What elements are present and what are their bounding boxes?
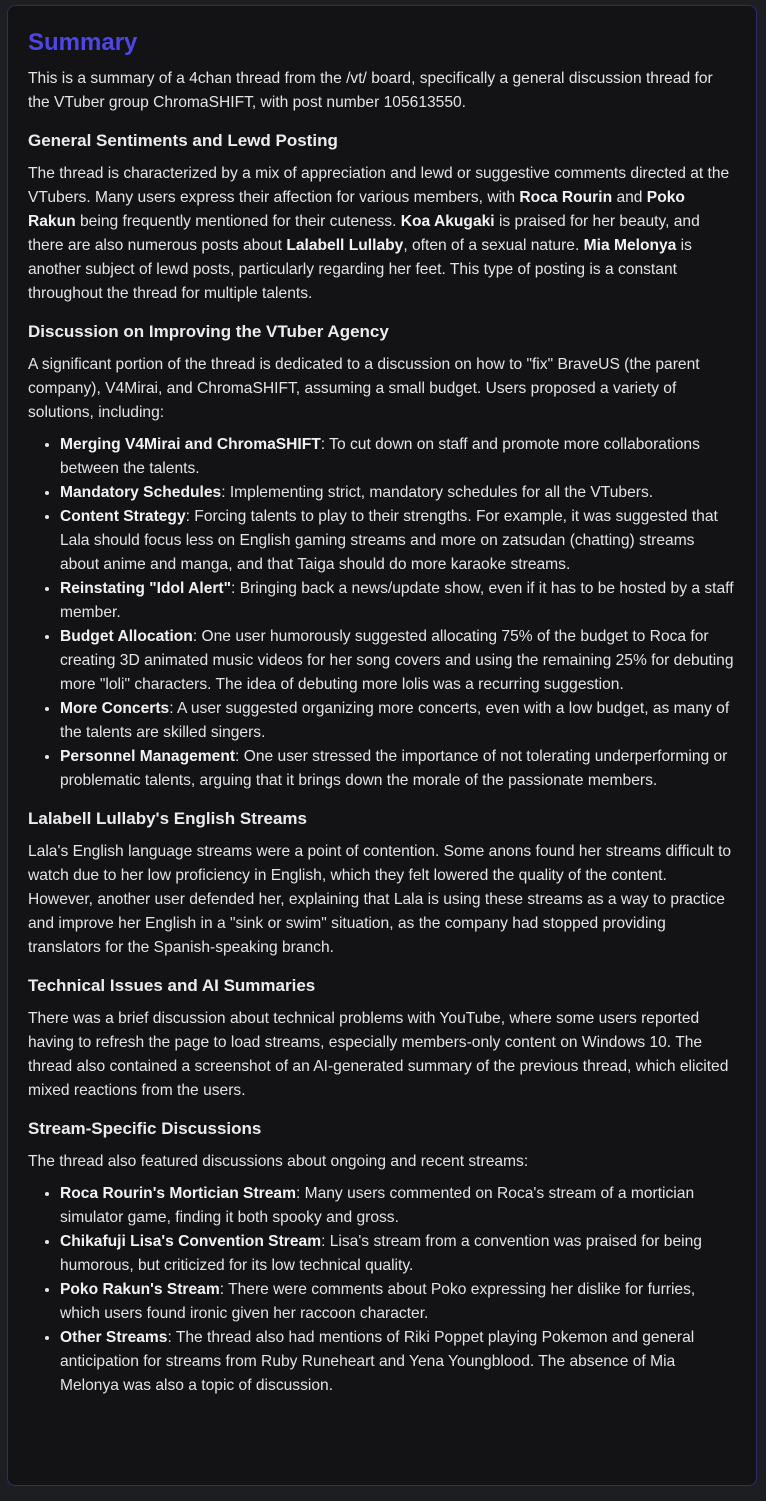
list-item xyxy=(60,697,736,745)
section-heading: Discussion on Improving the VTuber Agency xyxy=(28,322,389,341)
item-text: : One user stressed the importance of not tolerating underperforming or problematic talents, arguing that it brings down the morale of the passionate members. xyxy=(60,748,728,789)
section-paragraph xyxy=(28,1150,736,1174)
text-run: is praised for her beauty, and there are also numerous posts about xyxy=(28,213,700,254)
item-label: Budget Allocation xyxy=(60,628,193,645)
item-text: : Forcing talents to play to their strengths. For example, it was suggested that Lala should focus less on English gaming streams and more on zatsudan (chatting) streams about anime and manga, and that Taiga should do more karaoke streams. xyxy=(60,508,718,573)
text-run: This is a summary of a 4chan thread from the /vt/ board, specifically a general discussion thread for the VTuber group ChromaSHIFT, with post number 105613550. xyxy=(28,70,713,111)
section-paragraph xyxy=(28,1007,736,1103)
item-label: Reinstating "Idol Alert" xyxy=(60,580,232,597)
bullet-list xyxy=(28,1182,736,1398)
item-text: : The thread also had mentions of Riki Poppet playing Pokemon and general anticipation for streams from Ruby Runeheart and Yena Youngblood. The absence of Mia Melonya was also a topic of discussion. xyxy=(60,1329,695,1394)
text-run: A significant portion of the thread is dedicated to a discussion on how to "fix" BraveUS (the parent company), V4Mirai, and ChromaSHIFT, assuming a small budget. Users proposed a variety of solutions, including: xyxy=(28,356,700,421)
text-run: and xyxy=(612,189,647,206)
text-run: The thread also featured discussions about ongoing and recent streams: xyxy=(28,1153,529,1170)
section-heading: Lalabell Lullaby's English Streams xyxy=(28,809,307,828)
item-label: More Concerts xyxy=(60,700,170,717)
section-paragraph xyxy=(28,162,736,306)
bold-name: Mia Melonya xyxy=(583,237,677,254)
section-paragraph xyxy=(28,840,736,960)
item-text: : A user suggested organizing more concerts, even with a low budget, as many of the talents are skilled singers. xyxy=(60,700,730,741)
item-label: Personnel Management xyxy=(60,748,236,765)
bold-name: Roca Rourin xyxy=(519,189,613,206)
item-text: : Many users commented on Roca's stream of a mortician simulator game, finding it both spooky and gross. xyxy=(60,1185,695,1226)
bullet-list xyxy=(28,433,736,793)
bold-name: Lalabell Lullaby xyxy=(286,237,404,254)
list-item xyxy=(60,1182,736,1230)
section-heading: Technical Issues and AI Summaries xyxy=(28,976,316,995)
text-run: , often of a sexual nature. xyxy=(403,237,584,254)
item-text: : One user humorously suggested allocating 75% of the budget to Roca for creating 3D animated music videos for her song covers and using the remaining 25% for debuting more "loli" characters. The idea of debuting more lolis was a recurring suggestion. xyxy=(60,628,734,693)
list-item xyxy=(60,1326,736,1398)
text-run: is another subject of lewd posts, particularly regarding her feet. This type of posting is a constant throughout the thread for multiple talents. xyxy=(28,237,692,302)
item-text: : Implementing strict, mandatory schedules for all the VTubers. xyxy=(221,484,654,501)
item-label: Chikafuji Lisa's Convention Stream xyxy=(60,1233,322,1250)
section-heading: General Sentiments and Lewd Posting xyxy=(28,131,338,150)
item-text: : Bringing back a news/update show, even if it has to be hosted by a staff member. xyxy=(60,580,734,621)
item-label: Poko Rakun's Stream xyxy=(60,1281,220,1298)
item-label: Roca Rourin's Mortician Stream xyxy=(60,1185,296,1202)
text-run: Lala's English language streams were a point of contention. Some anons found her streams difficult to watch due to her low proficiency in English, which they felt lowered the quality of the content. However, another user defended her, explaining that Lala is using these streams as a way to practice and improve her English in a "sink or swim" situation, as the company had stopped providing translators for the Spanish-speaking branch. xyxy=(28,843,732,956)
section-paragraph xyxy=(28,353,736,425)
list-item xyxy=(60,481,736,505)
list-item xyxy=(60,1230,736,1278)
item-label: Merging V4Mirai and ChromaSHIFT xyxy=(60,436,321,453)
list-item xyxy=(60,577,736,625)
text-run: There was a brief discussion about technical problems with YouTube, where some users reported having to refresh the page to load streams, especially members-only content on Windows 10. The thread also contained a screenshot of an AI-generated summary of the previous thread, which elicited mixed reactions from the users. xyxy=(28,1010,729,1099)
list-item xyxy=(60,1278,736,1326)
bold-name: Poko Rakun xyxy=(28,189,685,230)
list-item xyxy=(60,433,736,481)
list-item xyxy=(60,625,736,697)
item-label: Mandatory Schedules xyxy=(60,484,222,501)
page-title: Summary xyxy=(28,29,138,56)
item-text: : There were comments about Poko expressing her dislike for furries, which users found ironic given her raccoon character. xyxy=(60,1281,696,1322)
intro-paragraph xyxy=(28,67,736,115)
summary-card xyxy=(7,5,757,1486)
sections xyxy=(28,129,736,1398)
text-run: being frequently mentioned for their cuteness. xyxy=(75,213,401,230)
section-heading: Stream-Specific Discussions xyxy=(28,1119,262,1138)
text-run: The thread is characterized by a mix of appreciation and lewd or suggestive comments directed at the VTubers. Many users express their affection for various members, with xyxy=(28,165,730,206)
list-item xyxy=(60,505,736,577)
bold-name: Koa Akugaki xyxy=(400,213,495,230)
item-text: : Lisa's stream from a convention was praised for being humorous, but criticized for its low technical quality. xyxy=(60,1233,702,1274)
item-label: Content Strategy xyxy=(60,508,186,525)
item-text: : To cut down on staff and promote more collaborations between the talents. xyxy=(60,436,700,477)
list-item xyxy=(60,745,736,793)
item-label: Other Streams xyxy=(60,1329,168,1346)
